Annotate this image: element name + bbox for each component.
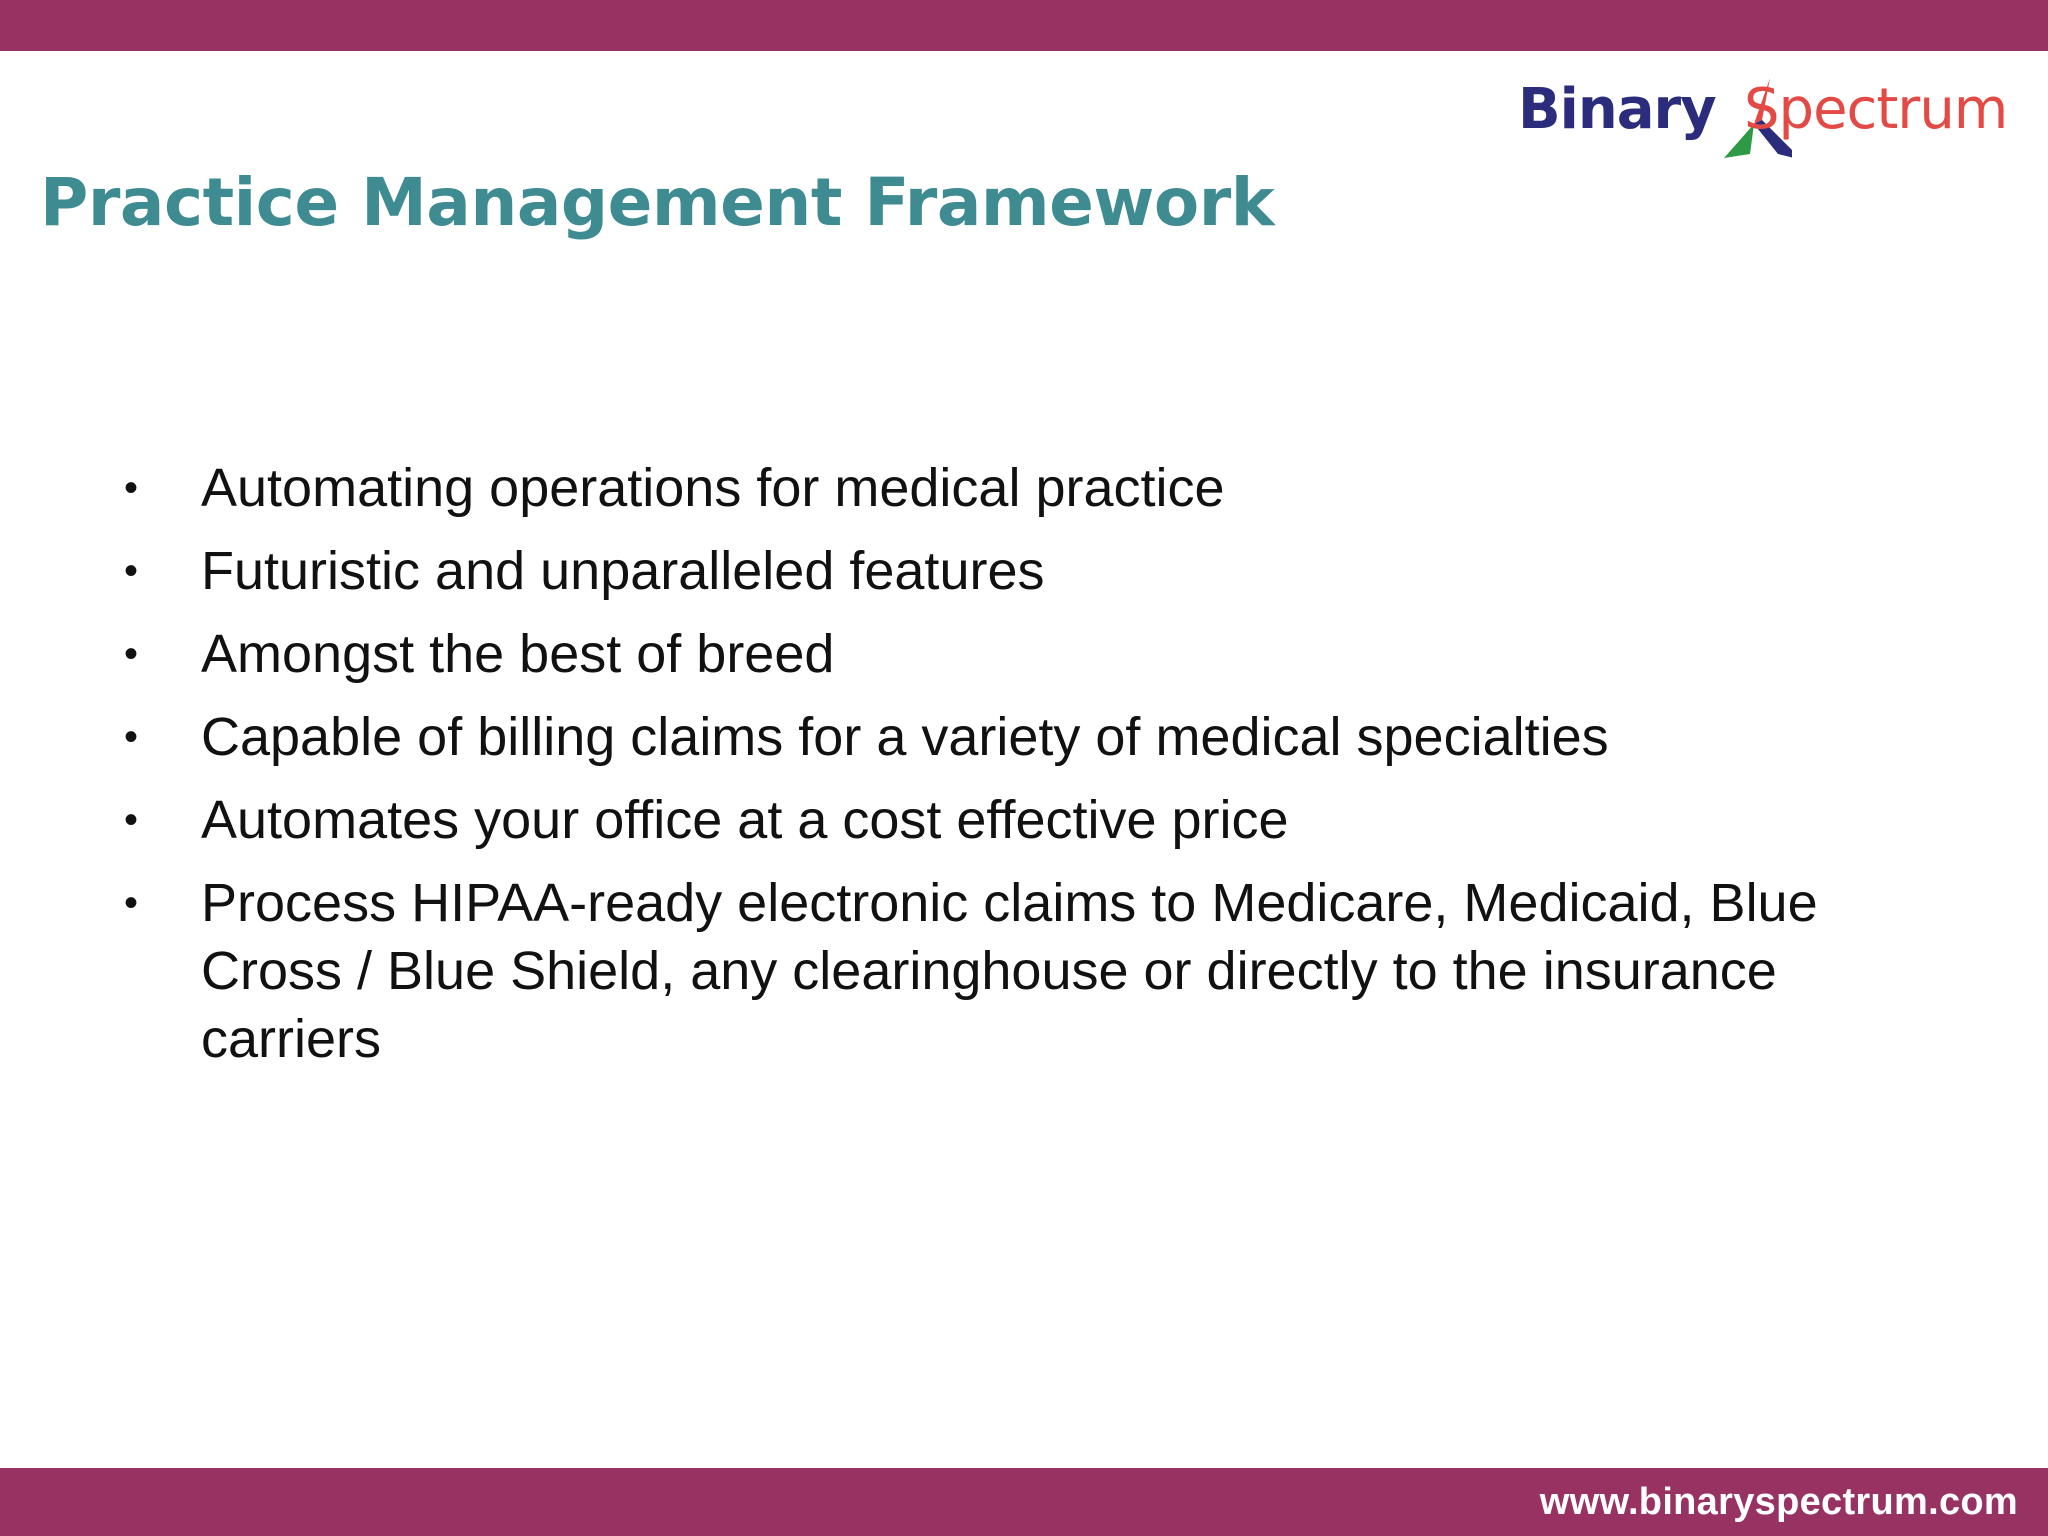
binary-spectrum-logo [1518,66,2008,162]
bullet-text: Automates your office at a cost effective price [201,790,1289,850]
bullet-icon: • [124,549,139,593]
bullet-text: Futuristic and unparalleled features [201,541,1045,601]
bullet-item [120,537,1920,605]
bullet-item [120,703,1920,771]
bullet-text: Amongst the best of breed [201,624,835,684]
bullet-icon: • [124,632,139,676]
logo-word-binary: Binary [1518,77,1716,142]
slide-title: Practice Management Framework [40,164,1275,241]
bullet-text: Automating operations for medical practice [201,458,1225,518]
bullet-list [120,454,1920,1088]
logo-word-spectrum: Spectrum [1744,77,2008,142]
bottom-bar [0,1468,2048,1536]
bullet-text: Capable of billing claims for a variety of medical specialties [201,707,1609,767]
bullet-icon: • [124,466,139,510]
bullet-text: Process HIPAA-ready electronic claims to Medicare, Medicaid, Blue Cross / Blue Shield, any clearinghouse or directly to the insurance carriers [201,873,1818,1069]
bullet-icon: • [124,715,139,759]
bullet-item [120,869,1920,1073]
bullet-item [120,786,1920,854]
footer-url: www.binaryspectrum.com [1539,1481,2018,1523]
bullet-icon: • [124,798,139,842]
bullet-icon: • [124,881,139,925]
top-bar [0,0,2048,51]
bullet-item [120,620,1920,688]
bullet-item [120,454,1920,522]
